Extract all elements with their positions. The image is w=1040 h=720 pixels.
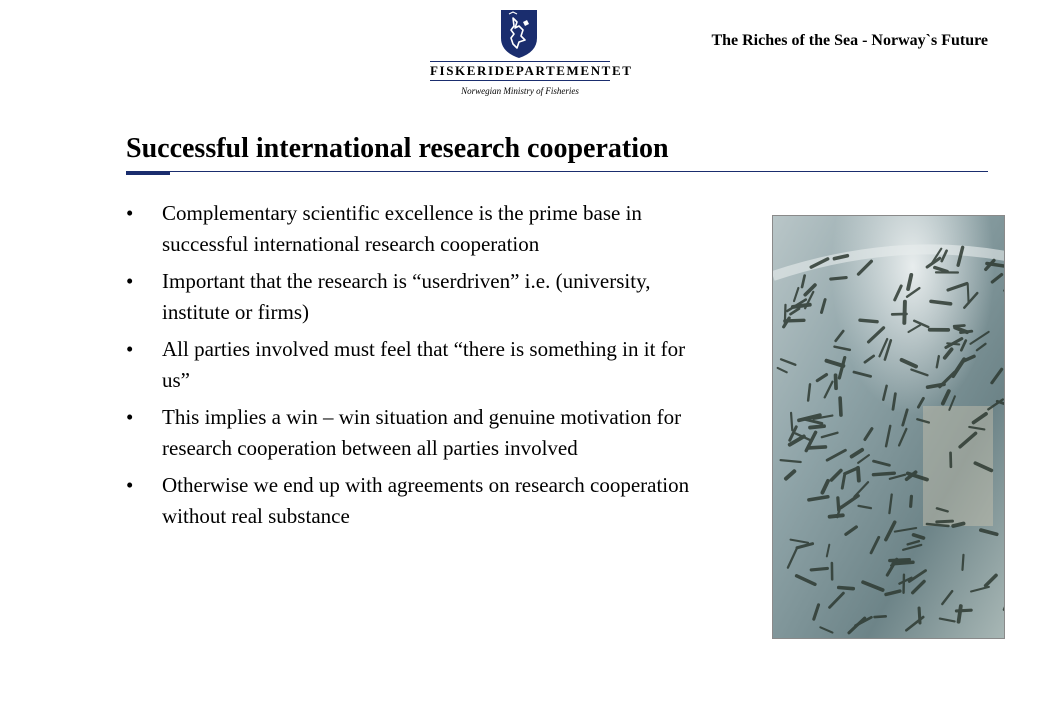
bullet-icon: • [126, 201, 134, 225]
bullet-text: Otherwise we end up with agreements on research cooperation without real substance [162, 473, 690, 528]
ministry-logo [420, 6, 633, 98]
fish-shape [831, 278, 846, 279]
title-accent-bar [126, 171, 170, 175]
fish-shape [911, 496, 912, 506]
fish-shape [811, 568, 827, 569]
fish-shape [968, 284, 969, 303]
bullet-icon: • [126, 473, 134, 497]
bullet-item [126, 198, 716, 260]
ministry-name: FISKERIDEPARTEMENTET [430, 61, 610, 81]
fish-shape [890, 560, 910, 561]
bullet-item [126, 266, 716, 328]
fish-shape [962, 555, 963, 570]
bullet-icon: • [126, 405, 134, 429]
bullet-text: Important that the research is “userdriven” i.e. (university, institute or firms) [162, 269, 651, 324]
bullet-icon: • [126, 269, 134, 293]
fish-shape [956, 610, 971, 611]
ministry-subtitle: Norwegian Ministry of Fisheries [461, 86, 579, 96]
fish-shape [791, 413, 792, 430]
fish-shape [875, 616, 886, 617]
fish-shape [810, 426, 824, 427]
fish-shape [785, 320, 804, 321]
fish-shape [1004, 289, 1005, 291]
fish-shape [839, 588, 854, 589]
fish-tank-image [773, 216, 1005, 639]
fish-shape [904, 302, 905, 323]
fish-shape [840, 398, 841, 415]
slide-title: Successful international research cooperation [126, 133, 669, 164]
fish-shape [809, 447, 826, 448]
fish-shape [953, 523, 963, 526]
bullet-text: Complementary scientific excellence is the prime base in successful international research cooperation [162, 201, 642, 256]
title-underline [126, 171, 988, 172]
fish-shape [838, 498, 839, 510]
bullet-item [126, 470, 716, 532]
fish-shape [860, 320, 877, 322]
fish-shape [785, 305, 786, 326]
fish-shape [937, 521, 953, 522]
fish-shape [830, 515, 843, 516]
fish-shape [1004, 597, 1005, 610]
bullet-icon: • [126, 337, 134, 361]
coat-of-arms-icon [499, 8, 539, 60]
fish-shape [959, 606, 961, 622]
bullet-text: All parties involved must feel that “there is something in it for us” [162, 337, 686, 392]
bullet-item [126, 402, 716, 464]
bullet-list [126, 198, 716, 538]
fish-shape [858, 468, 859, 481]
fish-shape [873, 473, 894, 475]
bullet-item [126, 334, 716, 396]
header-tagline: The Riches of the Sea - Norway`s Future [711, 32, 988, 49]
fish-shape [931, 301, 951, 303]
bullet-text: This implies a win – win situation and genuine motivation for research cooperation between all parties involved [162, 405, 682, 460]
fish-fry-photo [772, 215, 1005, 639]
